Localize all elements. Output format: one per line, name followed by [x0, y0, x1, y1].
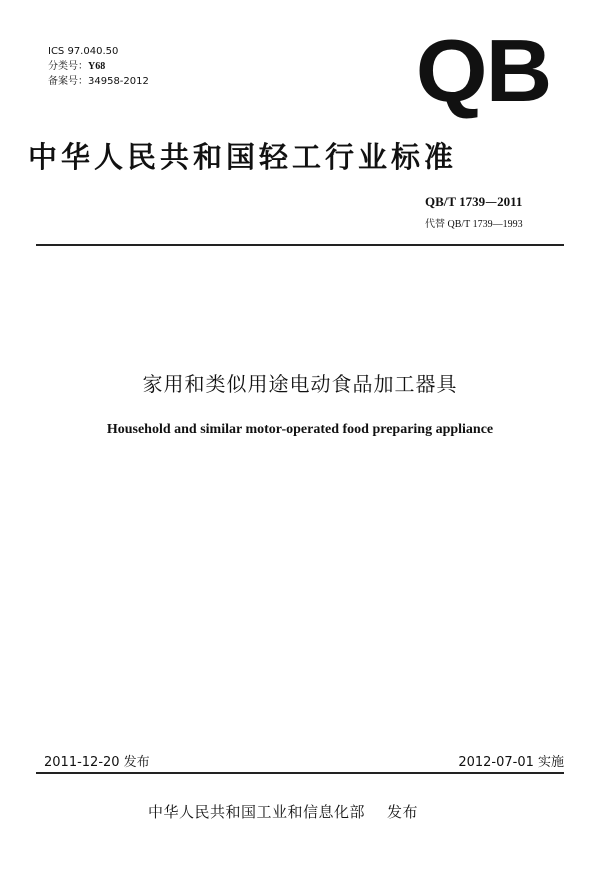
publisher-label: 发布 [387, 803, 419, 821]
replaces-standard: 代替 QB/T 1739—1993 [425, 219, 523, 230]
standard-type-title: 中华人民共和国轻工行业标准 [28, 140, 458, 174]
qb-logo: QB [415, 21, 551, 120]
ics-code: ICS 97.040.50 [48, 46, 119, 57]
record-number [48, 74, 149, 89]
top-divider [36, 244, 564, 246]
class-value: Y68 [88, 61, 106, 72]
document-title-english: Household and similar motor-operated food preparing appliance [106, 422, 494, 437]
publisher-name: 中华人民共和国工业和信息化部 [148, 803, 366, 821]
standard-code: QB/T 1739 [425, 194, 486, 209]
bottom-divider [36, 772, 564, 774]
record-label: 备案号： [48, 76, 88, 87]
class-label: 分类号： [48, 61, 88, 72]
record-value: 34958-2012 [88, 76, 149, 87]
document-title-chinese: 家用和类似用途电动食品加工器具 [142, 372, 458, 396]
standard-dash: — [485, 195, 498, 209]
standard-year: 2011 [497, 194, 523, 209]
issue-date: 2011-12-20 发布 [44, 755, 150, 770]
implementation-date: 2012-07-01 实施 [458, 755, 564, 770]
publisher [148, 801, 418, 822]
classification-block [48, 44, 149, 89]
standard-number [425, 194, 522, 210]
class-number [48, 59, 149, 74]
